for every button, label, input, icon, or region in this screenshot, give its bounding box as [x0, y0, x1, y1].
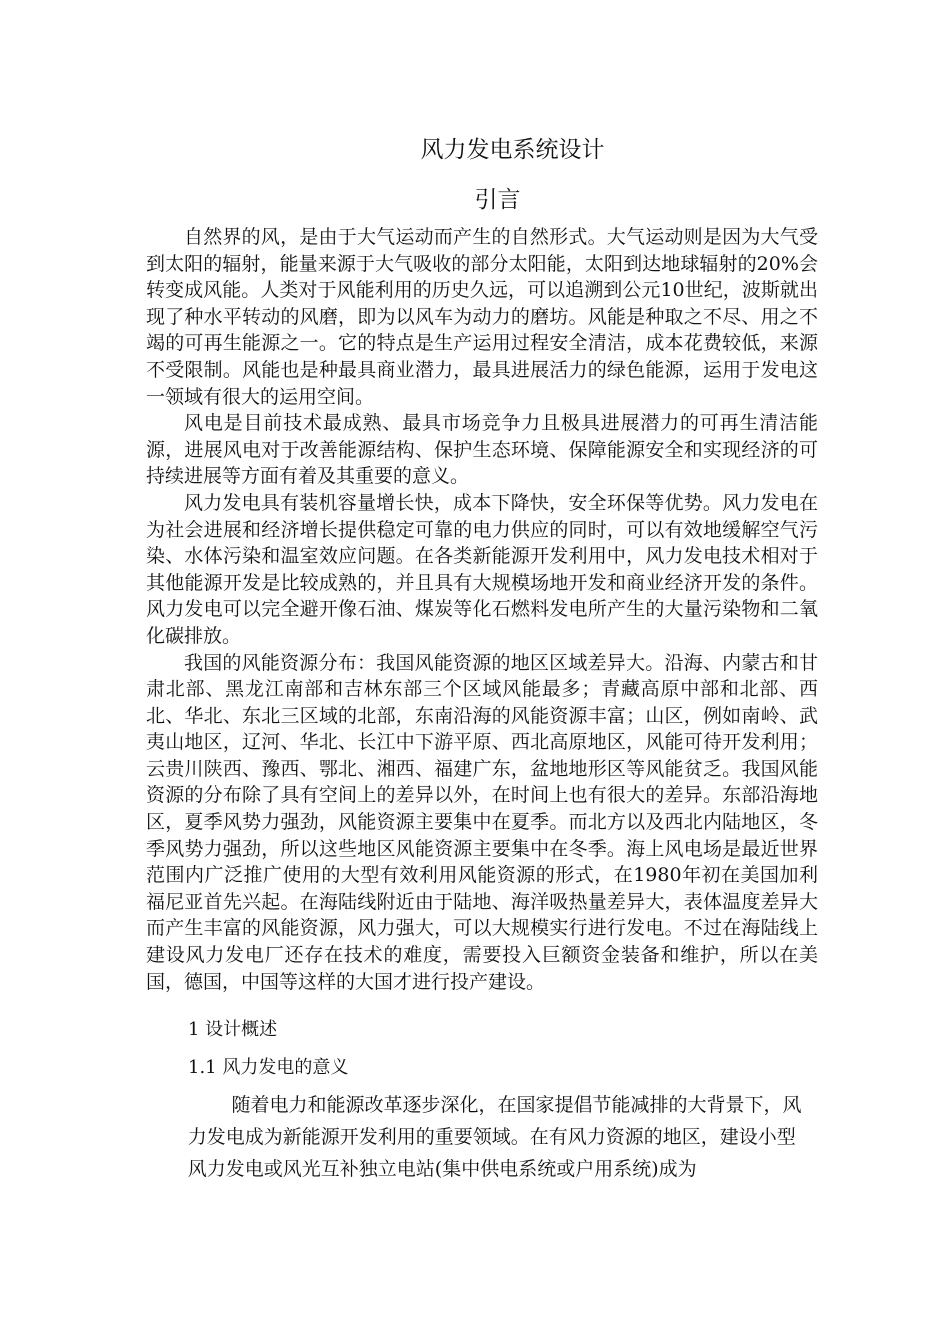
- body-line: 风力发电或风光互补独立电站(集中供电系统或户用系统)成为: [187, 1158, 697, 1180]
- section-heading-introduction: 引言: [474, 187, 521, 213]
- subsection-body: [146, 1093, 818, 1189]
- intro-paragraph: 我国的风能资源分布：我国风能资源的地区区域差异大。沿海、内蒙古和甘肃北部、黑龙江南部和吉林东部三个区域风能最多；青藏高原中部和北部、西北、华北、东北三区域的北部，东南沿海的风能资源丰富；山区，例如南岭、武夷山地区，辽河、华北、长江中下游平原、西北高原地区，风能可待开发利用；云贵川陕西、豫西、鄂北、湘西、福建广东，盆地地形区等风能贫乏。我国风能资源的分布除了具有空间上的差异以外，在时间上也有很大的差异。东部沿海地区，夏季风势力强劲，风能资源主要集中在夏季。而北方以及西北内陆地区，冬季风势力强劲，所以这些地区风能资源主要集中在冬季。海上风电场是最近世界范围内广泛推广使用的大型有效利用风能资源的形式，在1980年初在美国加利福尼亚首先兴起。在海陆线附近由于陆地、海洋吸热量差异大，表体温度差异大而产生丰富的风能资源，风力强大，可以大规模实行进行发电。不过在海陆线上建设风力发电厂还存在技术的难度，需要投入巨额资金装备和维护，所以在美国，德国，中国等这样的大国才进行投产建设。: [146, 651, 818, 993]
- chapter-heading: 1 设计概述: [188, 1019, 278, 1040]
- intro-paragraph: 风电是目前技术最成熟、最具市场竞争力且极具进展潜力的可再生清洁能源，进展风电对于改善能源结构、保护生态环境、保障能源安全和实现经济的可持续进展等方面有着及其重要的意义。: [146, 412, 818, 488]
- body-line: 随着电力和能源改革逐步深化，在国家提倡节能减排的大背景下，风: [231, 1094, 802, 1116]
- document-title: 风力发电系统设计: [420, 137, 605, 163]
- intro-paragraph: 风力发电具有装机容量增长快，成本下降快，安全环保等优势。风力发电在为社会进展和经济增长提供稳定可靠的电力供应的同时，可以有效地缓解空气污染、水体污染和温室效应问题。在各类新能源开发利用中，风力发电技术相对于其他能源开发是比较成熟的，并且具有大规模场地开发和商业经济开发的条件。风力发电可以完全避开像石油、煤炭等化石燃料发电所产生的大量污染物和二氧化碳排放。: [146, 491, 818, 647]
- introduction-body: [146, 224, 818, 995]
- subsection-heading: 1.1 风力发电的意义: [188, 1057, 349, 1078]
- intro-paragraph: 自然界的风，是由于大气运动而产生的自然形式。大气运动则是因为大气受到太阳的辐射，能量来源于大气吸收的部分太阳能，太阳到达地球辐射的20%会转变成风能。人类对于风能利用的历史久远，可以追溯到公元10世纪，波斯就出现了种水平转动的风磨，即为以风车为动力的磨坊。风能是种取之不尽、用之不竭的可再生能源之一。它的特点是生产运用过程安全清洁，成本花费较低，来源不受限制。风能也是种最具商业潜力，最具进展活力的绿色能源，运用于发电这一领域有很大的运用空间。: [146, 226, 818, 408]
- body-line: 力发电成为新能源开发利用的重要领域。在有风力资源的地区，建设小型: [187, 1126, 796, 1148]
